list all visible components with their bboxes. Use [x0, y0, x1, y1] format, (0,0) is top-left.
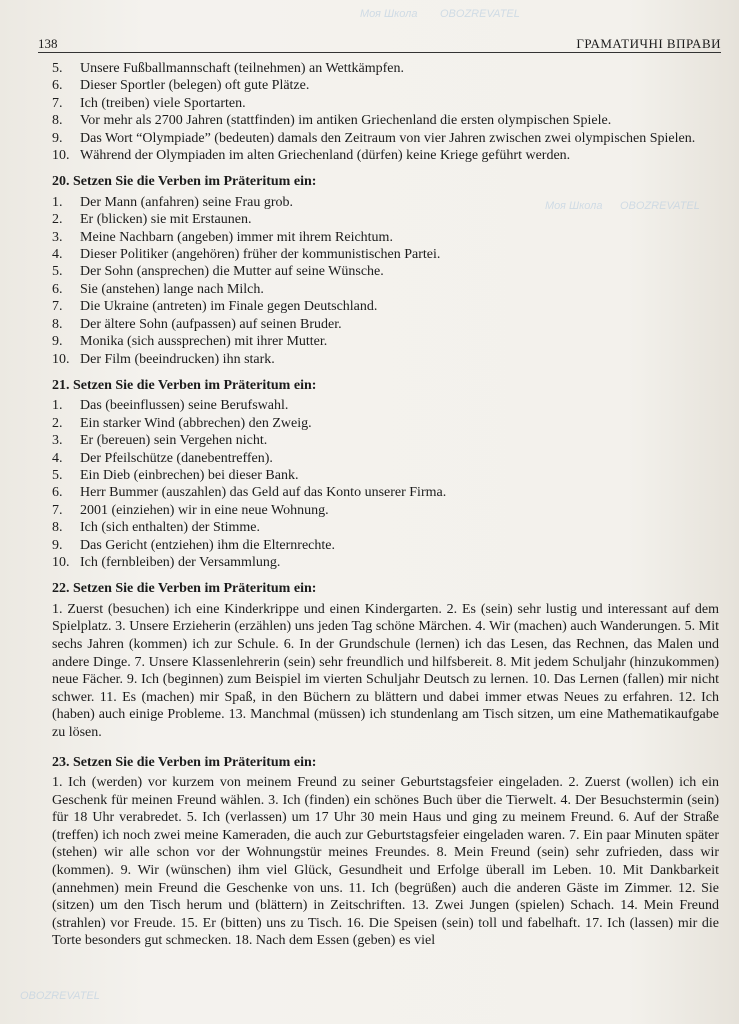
item-text: Dieser Sportler (belegen) oft gute Plätze.	[80, 78, 310, 94]
item-number: 8.	[52, 316, 63, 332]
list-item	[52, 95, 719, 112]
item-text: Der Film (beeindrucken) ihn stark.	[80, 351, 275, 367]
list-item	[52, 351, 719, 368]
list-item	[52, 432, 719, 449]
item-text: Er (blicken) sie mit Erstaunen.	[80, 212, 252, 228]
exercise-21-title: 21. Setzen Sie die Verben im Präteritum ein:	[52, 377, 317, 393]
item-number: 6.	[52, 485, 63, 501]
item-text: Der ältere Sohn (aufpassen) auf seinen Bruder.	[80, 316, 342, 332]
item-text: Der Mann (anfahren) seine Frau grob.	[80, 194, 294, 210]
item-number: 7.	[52, 95, 63, 111]
list-item	[52, 333, 719, 350]
exercise-19-list	[52, 60, 719, 164]
item-text: Ich (treiben) viele Sportarten.	[80, 95, 246, 111]
watermark: Моя Школа	[545, 200, 603, 212]
list-item	[52, 77, 719, 94]
list-item	[52, 519, 719, 536]
exercise-20-list	[52, 194, 719, 368]
item-number: 1.	[52, 194, 63, 210]
list-item	[52, 467, 719, 484]
item-text: Vor mehr als 2700 Jahren (stattfinden) im antiken Griechenland die ersten olympischen Spiele.	[80, 113, 612, 129]
list-item	[52, 60, 719, 77]
watermark: OBOZREVATEL	[620, 200, 700, 212]
running-title: ГРАМАТИЧНІ ВПРАВИ	[576, 36, 721, 51]
list-item	[52, 229, 719, 246]
item-text: Meine Nachbarn (angeben) immer mit ihrem Reichtum.	[80, 229, 393, 245]
item-number: 9.	[52, 537, 63, 553]
list-item	[52, 281, 719, 298]
item-number: 4.	[52, 247, 63, 263]
list-item	[52, 112, 719, 129]
item-number: 10.	[52, 148, 70, 164]
page-number: 138	[38, 36, 58, 51]
item-text: Ich (fernbleiben) der Versammlung.	[80, 554, 281, 570]
list-item	[52, 397, 719, 414]
item-text: Der Pfeilschütze (danebentreffen).	[80, 450, 273, 466]
page-content	[52, 60, 719, 950]
watermark: OBOZREVATEL	[440, 8, 520, 20]
item-text: Ein Dieb (einbrechen) bei dieser Bank.	[80, 467, 299, 483]
item-number: 5.	[52, 264, 63, 280]
item-text: Ein starker Wind (abbrechen) den Zweig.	[80, 415, 312, 431]
item-number: 2.	[52, 415, 63, 431]
list-item	[52, 147, 719, 164]
item-text: Monika (sich aussprechen) mit ihrer Mutter.	[80, 334, 328, 350]
watermark: Моя Школа	[360, 8, 418, 20]
item-number: 8.	[52, 520, 63, 536]
item-text: Während der Olympiaden im alten Griechenland (dürfen) keine Kriege geführt werden.	[80, 148, 571, 164]
exercise-21-list	[52, 397, 719, 571]
list-item	[52, 554, 719, 571]
item-number: 6.	[52, 281, 63, 297]
item-text: Der Sohn (ansprechen) die Mutter auf seine Wünsche.	[80, 264, 384, 280]
item-text: Herr Bummer (auszahlen) das Geld auf das Konto unserer Firma.	[80, 485, 447, 501]
exercise-23-title: 23. Setzen Sie die Verben im Präteritum ein:	[52, 754, 317, 770]
item-text: Dieser Politiker (angehören) früher der kommunistischen Partei.	[80, 247, 441, 263]
item-text: Das Gericht (entziehen) ihm die Elternrechte.	[80, 537, 335, 553]
item-number: 3.	[52, 229, 63, 245]
item-text: Ich (sich enthalten) der Stimme.	[80, 520, 260, 536]
item-text: Unsere Fußballmannschaft (teilnehmen) an Wettkämpfen.	[80, 61, 405, 76]
item-number: 8.	[52, 113, 63, 129]
list-item	[52, 537, 719, 554]
item-number: 4.	[52, 450, 63, 466]
list-item	[52, 484, 719, 501]
item-number: 2.	[52, 212, 63, 228]
item-number: 1.	[52, 398, 63, 414]
item-text: Das (beeinflussen) seine Berufswahl.	[80, 398, 289, 414]
item-text: Er (bereuen) sein Vergehen nicht.	[80, 433, 268, 449]
list-item	[52, 194, 719, 211]
item-number: 6.	[52, 78, 63, 94]
exercise-23-text: 1. Ich (werden) vor kurzem von meinem Freund zu seiner Geburtstagsfeier eingeladen. 2. Zuerst (wollen) ich ein Geschenk für meinen Freund wählen. 3. Ich (finden) ein schönes Buch über die Tierwelt. 4. Der Besuchstermin (sein) für 18 Uhr verabredet. 5. Ich (verlassen) um 17 Uhr 30 mein Haus und ging zu meinem Freund. 6. Auf der Straße (treffen) ich noch zwei meine Kameraden, die auch zur Geburtstagsfeier eingeladen waren. 7. Ein paar Minuten später (stehen) wir alle schon vor der Wohnungstür meines Freundes. 8. Mein Freund (sein) sehr zufrieden, dass wir (kommen). 9. Wir (wünschen) ihm viel Glück, Gesundheit und Erfolge überall im Leben. 10. Mit Dankbarkeit (annehmen) mein Freund die Geschenke von uns. 11. Ich (begrüßen) auch die anderen Gäste im Zimmer. 12. Sie (sitzen) um den Tisch herum und (blättern) in Zeitschriften. 13. Zwei Jungen (spielen) Schach. 14. Mein Freund (strahlen) vor Freude. 15. Er (bitten) uns zu Tisch. 16. Die Speisen (sein) toll und fabelhaft. 17. Ich (lassen) mir die Torte besonders gut schmecken. 18. Nach dem Essen (geben) es viel	[52, 774, 719, 949]
item-number: 3.	[52, 433, 63, 449]
list-item	[52, 298, 719, 315]
item-number: 7.	[52, 299, 63, 315]
list-item	[52, 263, 719, 280]
list-item	[52, 130, 719, 147]
exercise-22-text: 1. Zuerst (besuchen) ich eine Kinderkrippe und einen Kindergarten. 2. Es (sein) sehr lustig und interessant auf dem Spielplatz. 3. Unsere Erzieherin (erzählen) uns jeden Tag schöne Märchen. 4. Wir (machen) auch Wanderungen. 5. Mit sechs Jahren (kommen) ich zur Schule. 6. In der Grundschule (lernen) ich das Lesen, das Rechnen, das Malen und andere Dinge. 7. Unsere Klassenlehrerin (sein) sehr freundlich und hilfsbereit. 8. Mit jedem Schuljahr (hinzukommen) neue Fächer. 9. Ich (beginnen) zum Beispiel im vierten Schuljahr Deutsch zu lernen. 10. Das Lernen (fallen) mir nicht schwer. 11. Es (machen) mir Spaß, in den Büchern zu blättern und dabei immer etwas Neues zu erfahren. 12. Ich (haben) auch einige Probleme. 13. Manchmal (müssen) ich stundenlang am Tisch sitzen, um eine Mathematikaufgabe zu lösen.	[52, 601, 719, 740]
list-item	[52, 246, 719, 263]
item-text: 2001 (einziehen) wir in eine neue Wohnung.	[80, 502, 329, 518]
list-item	[52, 316, 719, 333]
item-text: Das Wort “Olympiade” (bedeuten) damals den Zeitraum von vier Jahren zwischen zwei olympischen Spielen.	[80, 130, 696, 146]
list-item	[52, 415, 719, 432]
item-number: 5.	[52, 61, 63, 76]
exercise-20-title: 20. Setzen Sie die Verben im Präteritum ein:	[52, 174, 317, 190]
item-number: 7.	[52, 502, 63, 518]
exercise-22-title: 22. Setzen Sie die Verben im Präteritum ein:	[52, 581, 317, 597]
page-header	[38, 34, 721, 53]
item-number: 10.	[52, 351, 70, 367]
item-text: Die Ukraine (antreten) im Finale gegen Deutschland.	[80, 299, 378, 315]
watermark: OBOZREVATEL	[20, 990, 100, 1002]
list-item	[52, 211, 719, 228]
item-number: 9.	[52, 334, 63, 350]
item-text: Sie (anstehen) lange nach Milch.	[80, 281, 264, 297]
item-number: 9.	[52, 130, 63, 146]
item-number: 10.	[52, 554, 70, 570]
list-item	[52, 502, 719, 519]
item-number: 5.	[52, 467, 63, 483]
list-item	[52, 450, 719, 467]
